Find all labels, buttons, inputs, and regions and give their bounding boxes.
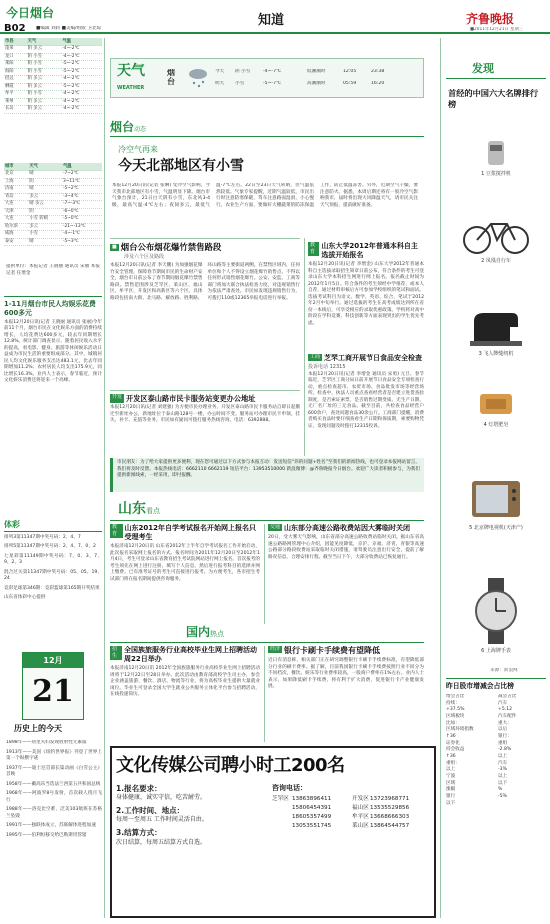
table-row — [4, 201, 102, 209]
table-row — [4, 208, 102, 216]
table-row — [4, 193, 102, 201]
right-table — [446, 694, 546, 918]
table-cell: 增会占比 — [446, 694, 465, 699]
gn-card-tag: 经济 — [270, 646, 281, 652]
brand-item — [446, 535, 546, 655]
table-cell: -6~0℃ — [62, 208, 102, 216]
table-cell: 以上 — [446, 767, 456, 773]
ad-phone-list — [272, 795, 432, 831]
ad-phone: 15806454391 — [292, 805, 332, 812]
table-cell: 晴 — [28, 238, 62, 246]
fireworks-body: 本报12月20日讯(记者 李天鹏) 为加强烟花爆竹安全管理，保障春节期间市民的生命财产安全，烟台市日前公布了春节期间烟花爆竹禁售路段。禁售范围涉及芝罘区、莱山区、福山区、牟平区、开发区和高新区等六个区。具体路段包括南大街、北马路、解放路、胜利路、环山路等主要街道两侧。在禁售区域内，任何单位和个人不得设立烟花爆竹销售点，不得以任何形式销售烟花爆竹。公安、安监、工商等部门将加大联合执法检查力度，对违规销售行为依法严肃查处。市民如发现违规销售行为，可拨打110或12365举报电话进行举报。 — [110, 263, 300, 301]
brand-item — [446, 432, 546, 532]
gn-job-title-row — [110, 646, 260, 664]
high-tide-time2: 16:20 — [371, 81, 385, 86]
table-cell: 以下 — [446, 800, 456, 806]
table-cell: 阴 小雪 — [27, 53, 62, 61]
table-cell: 区域环境指数 — [446, 727, 474, 733]
ad-time-title: 2.工作时间、地点： — [116, 806, 185, 816]
ad-district: 莱山区 — [352, 823, 369, 830]
ad-pay-title: 3.结算方式： — [116, 828, 162, 838]
calendar-box — [22, 652, 84, 720]
ad-district: 芝罘区 — [272, 796, 289, 803]
table-cell: 阴 小雪 — [27, 91, 62, 99]
lottery-item: 排列3第11347期中奖号码：2、4、7 — [4, 534, 81, 540]
section-shandong-sub: 看点 — [146, 507, 160, 515]
table-row — [4, 216, 102, 224]
table-cell: -7~2℃ — [62, 171, 102, 179]
brand-item — [446, 361, 546, 429]
dev-title-row — [110, 394, 300, 403]
ad-phone: 13723968771 — [370, 796, 410, 803]
food-subtitle: 投诉电话 12315 — [308, 364, 346, 371]
tomorrow-label: 明天 — [215, 81, 225, 86]
brands-source: 来源：新浪网 — [490, 668, 518, 673]
right-section-title: 首经的中国六大名牌排行榜 — [448, 88, 539, 110]
table-cell: 多云 — [28, 223, 62, 231]
lottery-item: 排列5第11347期中奖号码：2、4、7、0、2 — [4, 544, 96, 550]
table-row — [4, 91, 102, 99]
ad-time: 每周一至周五 工作时间灵活自由。 — [116, 816, 208, 824]
sewing-machine-icon — [466, 305, 526, 352]
brand-list — [446, 118, 546, 658]
table-cell: 阴 多云 — [27, 76, 62, 84]
exam-title: 山东大学2012年普通本科自主选拔开始报名 — [321, 242, 418, 260]
table-cell: -4~-2℃ — [61, 91, 102, 99]
table-cell: 晴 — [28, 171, 62, 179]
table-cell: -7~-3℃ — [62, 201, 102, 209]
dev-body: 本报12月20日讯(记者 刘建强) 为方便市民办理业务，开发区泰山路市民卡服务站自即日起搬迁至新址办公，新地址位于泰山路128号一楼，办公时间不变。服务站可办理市民卡申领、挂失、补卡、充值等业务。市民如有疑问可拨打服务热线咨询，电话：6392888。 — [110, 405, 300, 424]
tv-set-icon — [466, 475, 526, 526]
table-cell: 多云 — [28, 193, 62, 201]
table-cell: 涨幅 — [446, 787, 456, 793]
table-cell: 晴 多云 — [28, 201, 62, 209]
table-cell: 银行 — [446, 793, 456, 799]
table-cell: 牟平 — [4, 91, 27, 99]
ad-pay: 次日结算，每周五结算方式自选。 — [116, 838, 207, 846]
table-cell: -4~-2℃ — [61, 46, 102, 54]
table-header-cell: 天气 — [27, 38, 62, 46]
right-table-col1 — [446, 694, 494, 807]
national-weather-table — [4, 163, 102, 261]
table-cell: 大连 — [4, 216, 28, 224]
sd-traffic-story — [268, 524, 424, 624]
low-tide-time1: 12:05 — [343, 69, 357, 74]
table-header-row — [4, 38, 102, 46]
food-title: 芝罘工商开展节日食品安全检查 — [324, 354, 423, 362]
ad-phone-row — [272, 813, 432, 822]
table-cell: % — [498, 787, 503, 793]
table-cell: 持续： — [446, 700, 460, 706]
table-cell: +5.12 — [498, 707, 513, 713]
masthead — [0, 0, 550, 34]
table-cell: 汽车 — [498, 700, 508, 706]
table-header-row — [4, 163, 102, 171]
table-cell: 重组： — [446, 760, 460, 766]
food-story — [308, 354, 424, 456]
sd-traffic-title: 山东部分高速公路收费站因大雾临时关闭 — [284, 524, 411, 532]
table-cell: -4~-2℃ — [61, 98, 102, 106]
soap-icon — [474, 388, 518, 423]
table-cell: 以后 — [498, 727, 508, 733]
wristwatch-icon — [470, 576, 522, 649]
table-cell: 以上 — [498, 773, 508, 779]
table-cell: 海阳 — [4, 68, 27, 76]
section-yantai-label — [110, 119, 200, 135]
table-cell: 减会占比 — [498, 694, 517, 699]
tomorrow-weather: 小雪 — [235, 81, 245, 86]
ad-left — [116, 784, 266, 847]
history-item: 1898年——居里夫妇发现放射性元素镭 — [6, 740, 87, 745]
section-yantai-text: 烟台 — [110, 120, 135, 134]
table-cell: 证券化 — [446, 740, 460, 746]
table-header-cell: 城市 — [4, 163, 28, 171]
table-cell: -4~-1℃ — [62, 231, 102, 239]
weather-header — [110, 58, 424, 98]
table-cell: 重组 — [498, 740, 508, 746]
weather-source-note: 提供单位：本报记者 王晓丽 通讯员 宋丽 本报记者 任增金 — [6, 264, 100, 276]
gn-card-body: 近日有消息称，相关部门正在研究调整银行卡刷卡手续费标准，有望降低部分行业的刷卡费率。据了解，目前我国银行卡刷卡手续费按照行业不同分为不同档次，餐饮、娱乐等行业费率较高，一般商户费率在1%左右。业内人士表示，如果降低刷卡手续费，将有利于扩大消费，促进银行卡产业健康发展。 — [268, 658, 424, 690]
ad-district: 牟平区 — [352, 814, 369, 821]
weather-city: 烟台 — [167, 69, 175, 86]
table-cell: 蓬莱 — [4, 46, 27, 54]
weather-en: WEATHER — [117, 85, 145, 91]
cloud-snow-icon — [187, 65, 209, 93]
table-cell: 青岛 — [4, 193, 28, 201]
today-temp: -4~-7℃ — [263, 69, 282, 74]
weather-big-title: 天气 — [117, 63, 145, 79]
right-table-col2 — [498, 694, 546, 801]
table-cell: 比如： — [446, 720, 460, 726]
gn-job-title: 全国族旅服务行业高校毕业生网上招聘活动周22日举办 — [123, 646, 257, 664]
ad-phone-label: 咨询电话： — [272, 784, 307, 792]
newspaper-logo: 齐鲁晚报 — [466, 12, 515, 26]
lottery-box — [4, 520, 102, 642]
section-yantai-sub: 动态 — [134, 126, 147, 133]
table-cell: 阴 多云 — [27, 46, 62, 54]
low-tide-label: 低潮潮时 — [307, 69, 326, 74]
table-header-cell: 气温 — [62, 163, 102, 171]
history-item: 1968年——阿波罗8号发射，首次载人绕月飞行 — [6, 791, 102, 803]
brand-label: 4 灯塔肥皂 — [483, 422, 509, 429]
history-item: 1937年——迪士尼首部长篇动画《白雪公主》首映 — [6, 765, 102, 778]
table-row — [4, 171, 102, 179]
right-table-title: 昨日股市增减会占比榜 — [446, 682, 514, 690]
table-cell: 北京 — [4, 171, 28, 179]
table-row — [4, 68, 102, 76]
gn-card-title-row — [268, 646, 424, 656]
table-cell: -3~4℃ — [62, 193, 102, 201]
table-cell: 阴 多云 — [27, 106, 62, 114]
table-cell: -5~-2℃ — [61, 68, 102, 76]
lottery-results — [4, 535, 102, 602]
table-cell: -5~3℃ — [62, 238, 102, 246]
tomorrow-temp: -5~-7℃ — [263, 81, 282, 86]
high-tide-time1: 05:59 — [343, 81, 357, 86]
calendar-day: 21 — [32, 674, 74, 709]
table-header-cell: 气温 — [61, 38, 102, 46]
fireworks-title — [110, 242, 300, 253]
table-cell: ↑36 — [446, 753, 456, 759]
section-shandong-text: 山东 — [118, 501, 146, 517]
table-cell: 济南 — [4, 186, 28, 194]
ad-district: 开发区 — [352, 796, 369, 803]
reader-notice: 市民朋友：为了给大家提供更多便利，现在您可通过以下方式参与本报互动：发送短信“你的问题+姓名”至我们的新闻热线，也可登录本报网站留言，我们将及时反馈。本报热线电话：6662110 6662119 短信平台：13953510000 新浪微博：@齐鲁晚报今日烟台。欢迎广大读者积极参与，为我们提供新闻线索，一经采用，即付报酬。 — [110, 458, 424, 492]
table-cell: 龙口 — [4, 53, 27, 61]
ad-req: 身体健康，诚实守信，吃苦耐劳。 — [116, 794, 207, 802]
ad-phone: 13053551745 — [292, 823, 332, 830]
lottery-story-title: 1-11月烟台市民人均娱乐花费600多元 — [4, 300, 96, 317]
editors-line: ■编辑 刘蒋 ■美编/组版 卫北琼 — [36, 26, 102, 31]
exam-title-row — [308, 242, 424, 260]
brand-label: 6 上海牌手表 — [481, 648, 511, 655]
table-cell: 小雪 — [28, 231, 62, 239]
gn-job-story — [110, 646, 260, 742]
ad-district: 福山区 — [352, 805, 369, 812]
ad-req-title: 1.报名要求： — [116, 784, 162, 793]
ad-right — [272, 784, 432, 831]
section-shandong — [118, 500, 238, 518]
ad-phone: 13535529856 — [370, 805, 410, 812]
table-cell: 招远 — [4, 76, 27, 84]
history-item: 1995年——伯利恒移交给巴勒斯坦管辖 — [6, 832, 87, 838]
table-cell: 阴 多云 — [27, 83, 62, 91]
ad-phone-row — [272, 795, 432, 804]
lottery-label: 体彩 — [4, 520, 102, 532]
history-item: 1958年——戴高乐当选法兰西第五共和国总统 — [6, 781, 101, 787]
fireworks-story — [110, 242, 300, 388]
table-cell: 以上 — [498, 753, 508, 759]
lottery-item: 混合过关第11347期中奖号码：05、05、19、24 — [4, 569, 102, 582]
sd-exam-body: 本报济南12月20日讯 山东省2012年上半年自学考试报名工作开始启动，此次报名采取网上报名的方式。报名时间为2011年12月20日至2012年1月4日，考生可登录山东省教育招生考试院网站进行网上报名。首次报考的考生须先在网上进行注册，填写个人信息，然后进行报考科目的选择并网上缴费。已有准考证号的考生可直接进行报考。为方便考生，各市招生考试部门将在报名期间提供咨询服务。 — [110, 544, 260, 582]
history-caption: 历史上的今天 — [14, 724, 62, 733]
sd-exam-title: 山东2012年自学考试报名开始网上报名只受理考生 — [124, 524, 256, 542]
section-guonei-sub: 热点 — [210, 630, 225, 638]
lottery-story-body: 本报12月20日讯(记者 王晓丽 通讯员 张丽)今年前11个月，烟台市民在文化娱乐方面的消费持续增长，人均花费达600多元，较去年同期增长12.8%。统计部门调查显示，随着居民收入水平的提高，看电影、健身、旅游等休闲娱乐活动日益成为市民生活的重要组成部分。其中，城镇居民人均文化娱乐服务支出达483.1元，比去年同期增加11.2%；农村居民人均支出175.9元，同比增长16.3%。业内人士表示，春节临近，预计文化娱乐消费还将迎来一个高峰。 — [4, 319, 102, 384]
table-row — [4, 76, 102, 84]
table-row — [4, 106, 102, 114]
masthead-center-title: 知道 — [258, 13, 285, 28]
table-cell: 持会收益 — [446, 747, 465, 753]
table-cell: 阴 — [28, 208, 62, 216]
table-cell: -2.8% — [498, 747, 512, 753]
snow-story-title: 今天北部地区有小雪 — [118, 158, 244, 174]
brand-item — [446, 181, 546, 265]
lottery-item: 竞彩足球第346期：竞彩篮球第165期开奖结果 — [4, 585, 100, 591]
lottery-item: 山东省体彩中心提供 — [4, 595, 46, 601]
table-row — [4, 61, 102, 69]
table-cell: 汽车配件 — [498, 713, 517, 719]
ad-phone: 13668666303 — [370, 814, 410, 821]
table-cell: 长岛 — [4, 106, 27, 114]
brand-label: 1 豆浆搅拌机 — [481, 171, 511, 178]
dev-story — [110, 394, 300, 454]
table-cell: -4~-2℃ — [61, 76, 102, 84]
table-row — [4, 53, 102, 61]
table-row — [4, 98, 102, 106]
gn-job-tag: 招生 — [110, 646, 122, 660]
table-header-cell: 市县 — [4, 38, 27, 46]
city-weather-table — [4, 38, 102, 129]
table-row — [4, 223, 102, 231]
table-cell: 阴 — [28, 178, 62, 186]
table-cell: 哈尔滨 — [4, 223, 28, 231]
table-cell: 天津 — [4, 208, 28, 216]
table-cell: 小雪 转晴 — [28, 216, 62, 224]
sd-traffic-title-row — [268, 524, 424, 533]
section-guonei — [186, 624, 306, 640]
table-row — [4, 231, 102, 239]
brand-label: 3 飞人牌缝纫机 — [478, 351, 514, 358]
gn-card-title: 银行卡刷卡手续费有望降低 — [284, 646, 381, 655]
table-row — [4, 178, 102, 186]
table-cell: -4~-2℃ — [61, 106, 102, 114]
fireworks-subtitle: 涉及六个区及路段 — [124, 254, 165, 261]
ad-phone-row — [272, 804, 432, 813]
soymilk-machine-icon — [476, 137, 516, 172]
table-cell: 威海 — [4, 231, 28, 239]
dev-tag: 开发 — [110, 394, 124, 403]
table-cell: -5~-2℃ — [61, 61, 102, 69]
table-cell: +37.5% — [446, 707, 465, 713]
food-tag: 工商 — [310, 354, 321, 360]
fireworks-tag-icon: ■ — [112, 244, 117, 251]
ad-phone-row — [272, 822, 432, 831]
table-cell: 银行： — [498, 733, 512, 739]
brand-item — [446, 268, 546, 358]
table-cell: -21~-13℃ — [62, 223, 102, 231]
masthead-left-title: 今日烟台 — [6, 6, 55, 20]
table-cell: 重大： — [498, 720, 512, 726]
table-row — [4, 238, 102, 246]
gn-card-story — [268, 646, 424, 742]
table-cell: 以下 — [498, 780, 508, 786]
table-cell: 汽车 — [498, 760, 508, 766]
section-guonei-text: 国内 — [186, 625, 211, 639]
history-item: 1991年——独联体成立，苏联解体进程加速 — [6, 823, 96, 829]
table-header-cell: 天气 — [28, 163, 62, 171]
table-cell: 阴 多云 — [27, 98, 62, 106]
table-cell: 宁波 — [446, 773, 456, 779]
brand-item — [446, 118, 546, 178]
food-title-row — [308, 354, 424, 363]
today-weather: 阴 小雪 — [235, 69, 251, 74]
table-row — [4, 46, 102, 54]
exam-story — [308, 242, 424, 352]
history-list — [6, 740, 102, 916]
table-cell: -3% — [498, 767, 507, 773]
table-cell: 莱阳 — [4, 61, 27, 69]
table-row — [4, 186, 102, 194]
table-cell: 大连 — [4, 201, 28, 209]
table-cell: -5~2℃ — [62, 186, 102, 194]
bicycle-icon — [461, 212, 531, 259]
table-cell: -4~-2℃ — [61, 53, 102, 61]
calendar-month: 12月 — [23, 653, 83, 668]
table-cell: 区域板块 — [446, 713, 465, 719]
sd-exam-story — [110, 524, 260, 624]
table-cell: 阴 小雪 — [27, 61, 62, 69]
exam-tag: 教育 — [308, 242, 319, 256]
snow-story-body: 本报12月20日讯(记者 张琳) 受冷空气影响，今天我市北部地区有小雪，气温明显下降。烟台市气象台预计，21日白天阴有小雪，东北风3-4级，最高气温-4℃左右；夜间多云，最低气温-7℃左右。22日至23日天气转晴，但气温依然较低。气象专家提醒，近期气温较低，市民出行时注意防寒保暖，驾车注意路面湿滑，小心慢行。农业生产方面，要做好大棚蔬菜的防冻保温工作，防止低温冻害。另外，近期空气干燥，要注意防火。据悉，本周后期还将有一股冷空气影响我市，届时将出现大风降温天气，请市民关注天气预报，提前做好准备。 — [112, 183, 418, 208]
table-cell: 上海 — [4, 178, 28, 186]
table-row — [4, 83, 102, 91]
low-tide-time2: 23:38 — [371, 69, 385, 74]
page-number: B02 — [4, 23, 26, 34]
brand-label: 2 凤凰自行车 — [481, 258, 511, 265]
table-cell: ↑36 — [446, 733, 456, 739]
lottery-item: 七星彩第11149期中奖号码：7、0、3、7、9、2、3 — [4, 553, 102, 566]
snow-kicker: 冷空气再来 — [118, 145, 158, 154]
sd-traffic-tag: 交通 — [270, 524, 281, 530]
brand-label: 5 北京牌电视机(天津产) — [469, 525, 523, 532]
sd-exam-title-row — [110, 524, 260, 542]
table-cell: -5~-2℃ — [61, 83, 102, 91]
table-cell: 栖霞 — [4, 83, 27, 91]
ad-phone: 13864544757 — [370, 823, 410, 830]
exam-body: 本报12月20日讯(记者 李增金) 山东大学2012年普通本科自主选拔录取招生简章日前公布，符合条件的考生可登录山东大学本科招生网进行网上报名。报名截止时间为2012年1月5日。符合条件的考生须经中学推荐，或本人自荐，通过材料审核后方可参加学校组织的笔试和面试。选拔考试科目为语文、数学、英语、综合，笔试于2012年2月中旬举行。通过选拔的考生在高考成绩达到所在省份一本线后，可享受相应的录取优惠政策。学校将对高中阶段在学科竞赛、科技创新等方面表现突出的学生优先考虑。 — [308, 262, 424, 326]
table-cell: 泰安 — [4, 238, 28, 246]
table-cell: 晴 — [28, 186, 62, 194]
sd-traffic-body: 20日，受大雾天气影响，山东省部分高速公路收费站临时关闭。据山东省高速公路路网管理中心介绍，因能见度降低，京沪、京福、济青、青银等高速公路部分路段收费站采取临时关闭措施，请驾驶员注意出行安全，提前了解路况信息，合理安排行程。截至当日下午，大部分收费站已恢复通行。 — [268, 535, 424, 560]
ad-title: 文化传媒公司聘小时工200名 — [116, 755, 345, 776]
date-line: ■2011年12月21日 星期三 — [470, 27, 524, 32]
high-tide-label: 高潮潮时 — [307, 81, 326, 86]
table-cell: 区域 — [446, 780, 456, 786]
history-item: 1913年——美国《纽约世界报》刊登了世界上第一个纵横字谜 — [6, 749, 102, 762]
table-cell: -5~0℃ — [62, 216, 102, 224]
today-label: 今天 — [215, 69, 225, 74]
table-cell: 阴 小雪 — [27, 68, 62, 76]
right-section-label: 发现 — [472, 62, 494, 75]
sd-exam-tag: 教育 — [110, 524, 123, 538]
ad-phone: 18605357499 — [292, 814, 332, 821]
history-item: 1988年——洛克比空难，泛美103航班在苏格兰坠毁 — [6, 807, 102, 819]
table-cell: 莱州 — [4, 98, 27, 106]
dev-title: 开发区泰山路市民卡服务站变更办公地址 — [126, 394, 256, 403]
recruit-ad — [110, 746, 436, 918]
table-cell: -5% — [498, 793, 507, 799]
gn-job-body: 本报济南12月20日讯 2012年全国族旅服务行业高校毕业生网上招聘活动周将于12月22日至28日举办。此次活动由教育部高校学生司主办，参会企业涵盖旅游、餐饮、酒店、物流等行业，将为高校毕业生提供大量就业岗位。毕业生可登录全国大学生就业公共服务立体化平台参与招聘活动，在线投递简历。 — [110, 666, 260, 698]
ad-phone: 13863896411 — [292, 796, 332, 803]
lottery-story — [4, 296, 102, 516]
table-cell: 3~11℃ — [62, 178, 102, 186]
fireworks-title-text: 烟台公布烟花爆竹禁售路段 — [120, 242, 222, 252]
food-body: 本报12月20日讯(记者 李增金 通讯员 宋勇) 元旦、春节临近，芝罘区工商分局日前开展节日食品安全专项检查行动，重点检查超市、农贸市场、食品批发市场等经营场所。检查中，执法人员重点查看经营者是否建立进货查验制度，是否索证索票，是否销售过期变质、无生产日期、无厂名厂址的三无食品。截至目前，共检查食品经营户600余户，查处问题食品30余公斤。工商部门提醒，消费者购买食品时要仔细查看生产日期和保质期，索要购物凭证，发现问题及时拨打12315投诉。 — [308, 371, 424, 429]
